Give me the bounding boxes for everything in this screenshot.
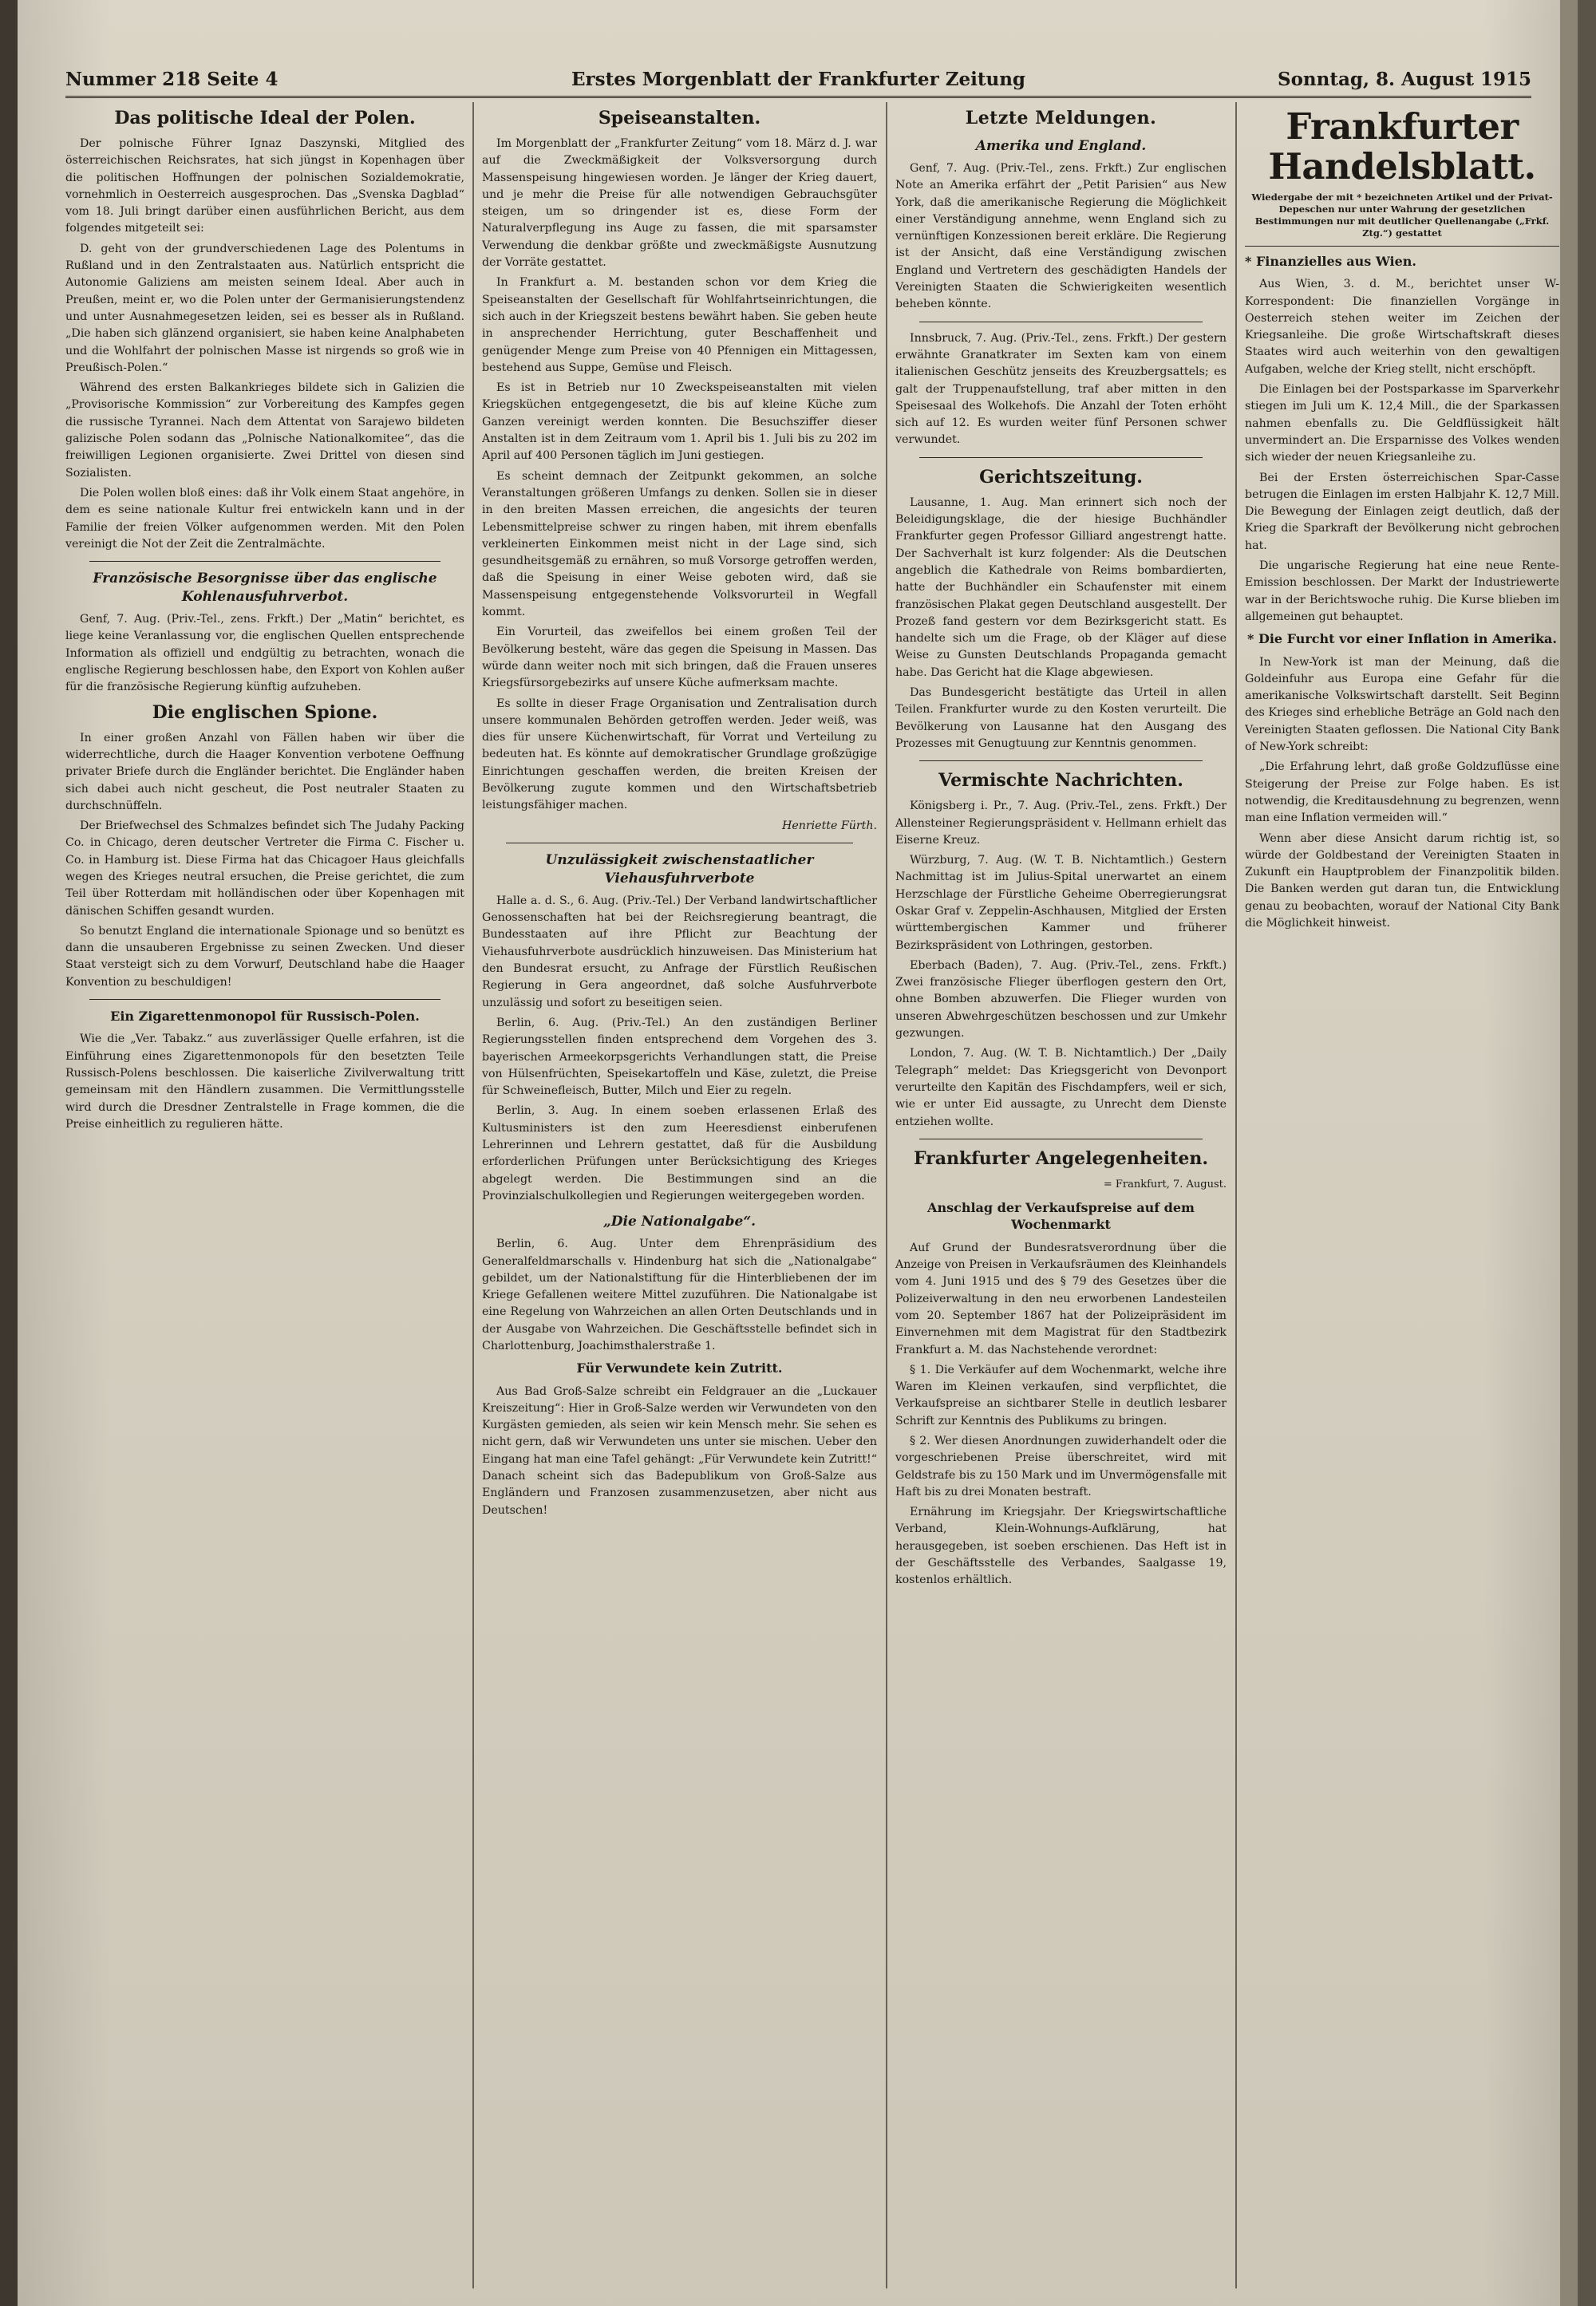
- article-paragraph: Ein Vorurteil, das zweifellos bei einem großen Teil der Bevölkerung besteht, wäre das gegen die Speisung in Massen. Das würde dann weiter noch mit sich bringen, daß die Frauen unseres Kriegsfürsorgebezirks auf unsere Küche aufmerksam machte.: [482, 626, 877, 690]
- article-paragraph: Es scheint demnach der Zeitpunkt gekommen, an solche Veranstaltungen größeren Umfangs zu denken. Sollen sie in dieser in den breiten Massen erreichen, die angesichts der teuren Lebensmittelpreise schwer zu ringen haben, mit ihrem ebenfalls verkleinerten Einkommen meist nicht in der Lage sind, sich gesundheitsgemäß zu ernähren, so muß Vorsorge getroffen werden, daß die Speisung in einer Weise geboten wird, daß sie Massenspeisung entgegenstehende Volksvorurteil in Wegfall kommt.: [482, 469, 877, 619]
- issue-date: Sonntag, 8. August 1915: [1277, 69, 1531, 90]
- article-paragraph: „Die Erfahrung lehrt, daß große Goldzuflüsse eine Steigerung der Preise zur Folge haben. Es ist notwendig, die Kreditausdehnung zu begrenzen, wenn man eine Inflation vermeiden will.“: [1245, 760, 1559, 825]
- dateline: = Frankfurt, 7. August.: [1103, 1178, 1227, 1191]
- article-paragraph: Es sollte in dieser Frage Organisation und Zentralisation durch unsere kommunalen Behörden getroffen werden. Jeder weiß, was dies für unsere Küchenwirtschaft, für Vorrat und Verteilung zu bedeuten hat. Es könnte auf demokratischer Grundlage großzügige Einrichtungen geschaffen werden, die breiten Kreisen der Bevölkerung zugute kommen und den Wirtschaftsbetrieb leistungsfähiger machen.: [482, 697, 877, 812]
- article-paragraph: Aus Wien, 3. d. M., berichtet unser W-Korrespondent: Die finanziellen Vorgänge in Oesterreich stehen weiter im Zeichen der Kriegsanleihe. Die große Wirtschaftskraft dieses Staates wird auch weiterhin von den gewaltigen Aufgaben, welche der Krieg stellt, nicht erschöpft.: [1245, 278, 1559, 376]
- article-headline: Ein Zigarettenmonopol für Russisch-Polen.: [110, 1009, 420, 1025]
- article-headline: Das politische Ideal der Polen.: [114, 108, 416, 128]
- section-headline: Gerichtszeitung.: [979, 466, 1143, 488]
- section-rule: [89, 999, 440, 1000]
- article-paragraph: Wenn aber diese Ansicht darum richtig ist, so würde der Goldbestand der Vereinigten Staaten in Zukunft ein Hauptproblem der Finanzpolitik bilden. Die Banken werden gut daran tun, die Entwicklung genau zu beobachten, worauf der National City Bank die Möglichkeit hinweist.: [1245, 831, 1559, 930]
- article-headline: Amerika und England.: [975, 138, 1147, 154]
- author-signature: Henriette Fürth.: [781, 819, 877, 832]
- section-rule: [919, 457, 1203, 458]
- section-title: Frankfurter Handelsblatt.: [1268, 105, 1536, 188]
- article-paragraph: Auf Grund der Bundesratsverordnung über die Anzeige von Preisen in Verkaufsräumen des Kleinhandels vom 4. Juni 1915 und des § 79 des Gesetzes über die Polizeiverwaltung in den neu erworbenen Landesteilen vom 20. September 1867 hat der Polizeipräsident im Einvernehmen mit dem Magistrat für den Stadtbezirk Frankfurt a. M. das Nachstehende verordnet:: [895, 1241, 1227, 1356]
- article-paragraph: Eberbach (Baden), 7. Aug. (Priv.-Tel., zens. Frkft.) Zwei französische Flieger überflogen gestern den Ort, ohne Bomben abzuwerfen. Die Flieger wurden von unseren Abwehrgeschützen beschossen und zur Umkehr gezwungen.: [895, 958, 1227, 1040]
- section-rule: [919, 760, 1203, 761]
- column-3: [895, 102, 1227, 2288]
- section-rule: [1245, 246, 1559, 247]
- article-paragraph: Im Morgenblatt der „Frankfurter Zeitung“ vom 18. März d. J. war auf die Zweckmäßigkeit der Volksversorgung durch Massenspeisung hingewiesen worden. Je länger der Krieg dauert, und je mehr die Preise für alle notwendigen Gebrauchsgüter steigen, um so dringender ist es, diese Form der Naturalverpflegung ins Auge zu fassen, die mit sparsamster Verwendung die denkbar größte und zweckmäßigste Ausnutzung der Vorräte gestattet.: [482, 137, 877, 270]
- article-paragraph: Bei der Ersten österreichischen Spar-Casse betrugen die Einlagen im ersten Halbjahr K. 12,7 Mill. Die Bewegung der Einlagen zeigt deutlich, daß der Krieg die Sparkraft der Bevölkerung nicht gebrochen hat.: [1245, 471, 1559, 552]
- article-paragraph: Ernährung im Kriegsjahr. Der Kriegswirtschaftliche Verband, Klein-Wohnungs-Aufklärung, hat herausgegeben, ist soeben erschienen. Das Heft ist in der Geschäftsstelle des Verbandes, Saalgasse 19, kostenlos erhältlich.: [895, 1506, 1227, 1587]
- article-paragraph: Wie die „Ver. Tabakz.“ aus zuverlässiger Quelle erfahren, ist die Einführung eines Zigarettenmonopols für den besetzten Teile Russisch-Polens beschlossen. Die kaiserliche Zivilverwaltung tritt gemeinsam mit den Händlern zusammen. Die Vermittlungsstelle wird durch die Dresdner Zentralstelle in Frage kommen, die die Preise einheitlich zu regulieren hätte.: [65, 1033, 464, 1131]
- article-paragraph: Halle a. d. S., 6. Aug. (Priv.-Tel.) Der Verband landwirtschaftlicher Genossenschaften hat bei der Reichsregierung beantragt, die Bundesstaaten auf ihre Pflicht zur Beachtung der Viehausfuhrverbote ausdrücklich hinzuweisen. Das Ministerium hat den Bundesrat ersucht, zu Anfrage der Fürstlich Reußischen Regierung in Gera angeordnet, daß solche Ausfuhrverbote unzulässig und sofort zu beseitigen seien.: [482, 894, 877, 1009]
- article-headline: * Die Furcht vor einer Inflation in Amerika.: [1247, 631, 1557, 647]
- article-paragraph: Würzburg, 7. Aug. (W. T. B. Nichtamtlich.) Gestern Nachmittag ist im Julius-Spital unerwartet an einem Herzschlage der Fürstliche Geheime Oberregierungsrat Oskar Graf v. Zeppelin-Aschhausen, Mitglied der Ersten württembergischen Kammer und früherer Bezirkspräsident von Lothringen, gestorben.: [895, 854, 1227, 952]
- article-paragraph: London, 7. Aug. (W. T. B. Nichtamtlich.) Der „Daily Telegraph“ meldet: Das Kriegsgericht von Devonport verurteilte den Kapitän des Fischdampfers, weil er sich, wie er unter Eid aussagte, zu Unrecht dem Dienste entziehen wollte.: [895, 1047, 1227, 1128]
- section-rule: [89, 561, 440, 562]
- masthead: [65, 67, 1531, 98]
- article-paragraph: Aus Bad Groß-Salze schreibt ein Feldgrauer an die „Luckauer Kreiszeitung“: Hier in Groß-Salze werden wir Verwundeten von den Kurgästen gemieden, als seien wir kein Mensch mehr. Sie sehen es nicht gern, daß wir Verwundeten uns unter sie mischen. Ueber den Eingang hat man eine Tafel gehängt: „Für Verwundete kein Zutritt!“ Danach scheint sich das Badepublikum von Groß-Salze aus Engländern und Franzosen zusammenzusetzen, aber nicht aus Deutschen!: [482, 1384, 877, 1517]
- binding-gutter: [0, 0, 18, 2306]
- section-headline: Frankfurter Angelegenheiten.: [913, 1147, 1209, 1169]
- article-headline: „Die Nationalgabe“.: [602, 1214, 757, 1230]
- article-paragraph: § 1. Die Verkäufer auf dem Wochenmarkt, welche ihre Waren im Kleinen verkaufen, sind verpflichtet, die Verkaufspreise an sichtbarer Stelle in deutlich lesbarer Schrift zur Kenntnis des Publikums zu bringen.: [895, 1363, 1227, 1427]
- article-paragraph: Während des ersten Balkankrieges bildete sich in Galizien die „Provisorische Kommission“ zur Vorbereitung des Kampfes gegen die russische Tyrannei. Nach dem Attentat von Sarajewo bildeten galizische Polen sodann das „Polnische Nationalkomitee“, das die freiwilligen Legionen organisierte. Zwei Drittel von diesen sind Sozialisten.: [65, 381, 464, 480]
- article-paragraph: Genf, 7. Aug. (Priv.-Tel., zens. Frkft.) Der „Matin“ berichtet, es liege keine Veranlassung vor, die englischen Quellen entsprechende Information als offiziell und endgültig zu betrachten, wonach die englische Regierung beschlossen habe, den Export von Kohlen außer für die französische Regierung künftig aufzuheben.: [65, 613, 464, 694]
- article-paragraph: D. geht von der grundverschiedenen Lage des Polentums in Rußland und in den Zentralstaaten aus. Natürlich entspricht die Autonomie Galiziens am meisten seinem Ideal. Aber auch in Preußen, meint er, wo die Polen unter der Germanisierungstendenz und unter Ausnahmegesetzen leiden, sei es besser als in Rußland. „Die haben sich glänzend organisiert, sie haben keine Analphabeten und die Wohlfahrt der polnischen Masse ist nirgends so groß wie in Preußisch-Polen.“: [65, 242, 464, 374]
- section-headline: Letzte Meldungen.: [965, 108, 1157, 128]
- article-paragraph: Die Polen wollen bloß eines: daß ihr Volk einem Staat angehöre, in dem es seine nationale Kultur frei entwickeln kann und in der Familie der freien Völker aufgenommen werden. Mit den Polen vereinigt die Not der Zeit die Zentralmächte.: [65, 486, 464, 551]
- article-paragraph: Das Bundesgericht bestätigte das Urteil in allen Teilen. Frankfurter wurde zu den Kosten verurteilt. Die Bevölkerung von Lausanne hat den Ausgang des Prozesses mit Genugtuung zur Kenntnis genommen.: [895, 686, 1227, 750]
- column-divider: [1235, 102, 1237, 2288]
- column-1: [65, 102, 464, 2288]
- article-paragraph: So benutzt England die internationale Spionage und so benützt es dann die unsauberen Ergebnisse zu seinen Zwecken. Und dieser Staat versteigt sich zu dem Vorwurf, Deutschland habe die Haager Konvention zu beschuldigen!: [65, 924, 464, 989]
- article-paragraph: Der Briefwechsel des Schmalzes befindet sich The Judahy Packing Co. in Chicago, deren deutscher Vertreter die Firma C. Fischer u. Co. in Hamburg ist. Diese Firma hat das Chicagoer Haus gleichfalls wegen des Krieges neutral ersuchen, die Preise gerichtet, die zum Teil über Rotterdam mit holländischen oder über Kopenhagen mit dänischen Schiffen gesandt wurden.: [65, 819, 464, 918]
- column-4: [1245, 102, 1559, 2288]
- newspaper-page: [18, 0, 1578, 2306]
- article-paragraph: Königsberg i. Pr., 7. Aug. (Priv.-Tel., zens. Frkft.) Der Allensteiner Regierungspräsident v. Hellmann erhielt das Eiserne Kreuz.: [895, 800, 1227, 847]
- section-headline: Vermischte Nachrichten.: [938, 770, 1183, 792]
- article-paragraph: In einer großen Anzahl von Fällen haben wir über die widerrechtliche, durch die Haager Konvention verbotene Oeffnung privater Briefe durch die Engländer berichtet. Die Engländer haben sich dabei auch nicht gescheut, die Post neutraler Staaten zu durchschnüffeln.: [65, 731, 464, 812]
- article-paragraph: Genf, 7. Aug. (Priv.-Tel., zens. Frkft.) Zur englischen Note an Amerika erfährt der „Petit Parisien“ aus New York, daß die amerikanische Regierung die Möglichkeit einer Verständigung annehme, wenn England sich zu vernünftigen Konzessionen bereit erkläre. Die Regierung ist der Ansicht, daß eine Verständigung zwischen England und Vertretern des geschädigten Handels der Vereinigten Staaten die Schwierigkeiten wesentlich beheben könnte.: [895, 162, 1227, 311]
- page-number: Nummer 218 Seite 4: [65, 69, 279, 90]
- article-paragraph: Es ist in Betrieb nur 10 Zweckspeiseanstalten mit vielen Kriegsküchen entgegengesetzt, die bis auf kleine Küche zum Ganzen vereinigt werden konnten. Die Besuchsziffer dieser Anstalten ist in dem Zeitraum vom 1. April bis 1. Juli bis zu 202 im April auf 400 Personen täglich im Juni gestiegen.: [482, 381, 877, 463]
- article-headline: Französische Besorgnisse über das englische Kohlenausfuhrverbot.: [93, 571, 437, 606]
- article-headline: * Finanzielles aus Wien.: [1245, 254, 1416, 269]
- section-notice: Wiedergabe der mit * bezeichneten Artikel und der Privat-Depeschen nur unter Wahrung der gesetzlichen Bestimmungen nur mit deutlicher Quellenangabe („Frkf. Ztg.“) gestattet: [1251, 192, 1553, 239]
- article-paragraph: In Frankfurt a. M. bestanden schon vor dem Krieg die Speiseanstalten der Gesellschaft für Wohlfahrtseinrichtungen, die sich auch in der Kriegszeit bestens bewährt haben. Sie geben heute in ansprechender Herrichtung, guter Beschaffenheit und genügender Menge zum Preise von 40 Pfennigen ein Mittagessen, bestehend aus Suppe, Gemüse und Fleisch.: [482, 276, 877, 374]
- article-paragraph: Innsbruck, 7. Aug. (Priv.-Tel., zens. Frkft.) Der gestern erwähnte Granatkrater im Sexten kam von einem italienischen Geschütz jenseits des Kreuzbergsattels; es galt der Truppenaufstellung, traf aber mitten in den Speisesaal des Wolkehofs. Die Anzahl der Toten erhöht sich auf 12. Es wurden weiter fünf Personen schwer verwundet.: [895, 331, 1227, 447]
- article-paragraph: Berlin, 6. Aug. Unter dem Ehrenpräsidium des Generalfeldmarschalls v. Hindenburg hat sich die „Nationalgabe“ gebildet, um der Nationalstiftung für die Hinterbliebenen der im Kriege Gefallenen weitere Mittel zuzuführen. Die Nationalgabe ist eine Regelung von Wahrzeichen an allen Orten Deutschlands und in der Ausgabe von Wahrzeichen. Die Geschäftsstelle befindet sich in Charlottenburg, Joachimsthalerstraße 1.: [482, 1238, 877, 1352]
- adjacent-page-edge: [1560, 0, 1578, 2306]
- article-paragraph: Die ungarische Regierung hat eine neue Rente-Emission beschlossen. Der Markt der Industriewerte war in der Berichtswoche ruhig. Die Kurse blieben im allgemeinen gut behauptet.: [1245, 559, 1559, 623]
- column-2: [482, 102, 877, 2288]
- article-headline: Anschlag der Verkaufspreise auf dem Wochenmarkt: [927, 1200, 1195, 1233]
- article-paragraph: Der polnische Führer Ignaz Daszynski, Mitglied des österreichischen Reichsrates, hat sich jüngst in Kopenhagen über die politischen Hoffnungen der polnischen Sozialdemokratie, vornehmlich in Oesterreich ausgesprochen. Das „Svenska Dagblad“ vom 18. Juli bringt darüber einen ausführlichen Bericht, aus dem folgendes mitgeteilt sei:: [65, 137, 464, 235]
- article-paragraph: In New-York ist man der Meinung, daß die Goldeinfuhr aus Europa eine Gefahr für die amerikanische Volkswirtschaft darstellt. Seit Beginn des Krieges sind erhebliche Beträge an Gold nach den Vereinigten Staaten geflossen. Die National City Bank of New-York schreibt:: [1245, 655, 1559, 754]
- article-paragraph: Lausanne, 1. Aug. Man erinnert sich noch der Beleidigungsklage, die der hiesige Buchhändler Frankfurter gegen Professor Gilliard angestrengt hatte. Der Sachverhalt ist kurz folgender: Als die Deutschen angeblich die Kathedrale von Reims bombardierten, hatte der Buchhändler ein Schaufenster mit einem französischen Plakat gegen Deutschland ausgestellt. Der Prozeß fand gestern vor dem Bezirksgericht statt. Es handelte sich um die Frage, ob der Kläger auf diese Weise zu Gunsten Deutschlands Propaganda gemacht habe. Das Gericht hat die Klage abgewiesen.: [895, 496, 1227, 679]
- article-headline: Speiseanstalten.: [598, 108, 761, 128]
- article-paragraph: Berlin, 6. Aug. (Priv.-Tel.) An den zuständigen Berliner Regierungsstellen finden entsprechend dem Vorgehen des 3. bayerischen Armeekorpsgerichts Verhandlungen statt, die Preise von Hülsenfrüchten, Speisekartoffeln und Käse, zuletzt, die Preise für Schweinefleisch, Butter, Milch und Eier zu regeln.: [482, 1016, 877, 1098]
- article-paragraph: Berlin, 3. Aug. In einem soeben erlassenen Erlaß des Kultusministers ist den zum Heeresdienst einberufenen Lehrerinnen und Lehrern gestattet, daß für die Ausbildung erforderlichen Prüfungen unter Berücksichtigung des Krieges abgelegt werden. Die Bestimmungen sind an die Provinzialschulkollegien und Regierungen weitergegeben worden.: [482, 1104, 877, 1202]
- column-divider: [886, 102, 887, 2288]
- article-paragraph: § 2. Wer diesen Anordnungen zuwiderhandelt oder die vorgeschriebenen Preise überschreitet, wird mit Geldstrafe bis zu 150 Mark und im Unvermögensfalle mit Haft bis zu drei Monaten bestraft.: [895, 1435, 1227, 1499]
- article-headline: Die englischen Spione.: [152, 701, 378, 723]
- article-paragraph: Die Einlagen bei der Postsparkasse im Sparverkehr stiegen im Juli um K. 12,4 Mill., die der Sparkassen nahmen ebenfalls zu. Die Geldflüssigkeit hält unvermindert an. Die Ersparnisse des Volkes wenden sich wieder der neuen Kriegsanleihe zu.: [1245, 383, 1559, 464]
- article-headline: Für Verwundete kein Zutritt.: [576, 1360, 783, 1376]
- column-divider: [472, 102, 474, 2288]
- article-headline: Unzulässigkeit zwischenstaatlicher Viehausfuhrverbote: [545, 851, 814, 886]
- newspaper-title: Erstes Morgenblatt der Frankfurter Zeitung: [571, 69, 1025, 90]
